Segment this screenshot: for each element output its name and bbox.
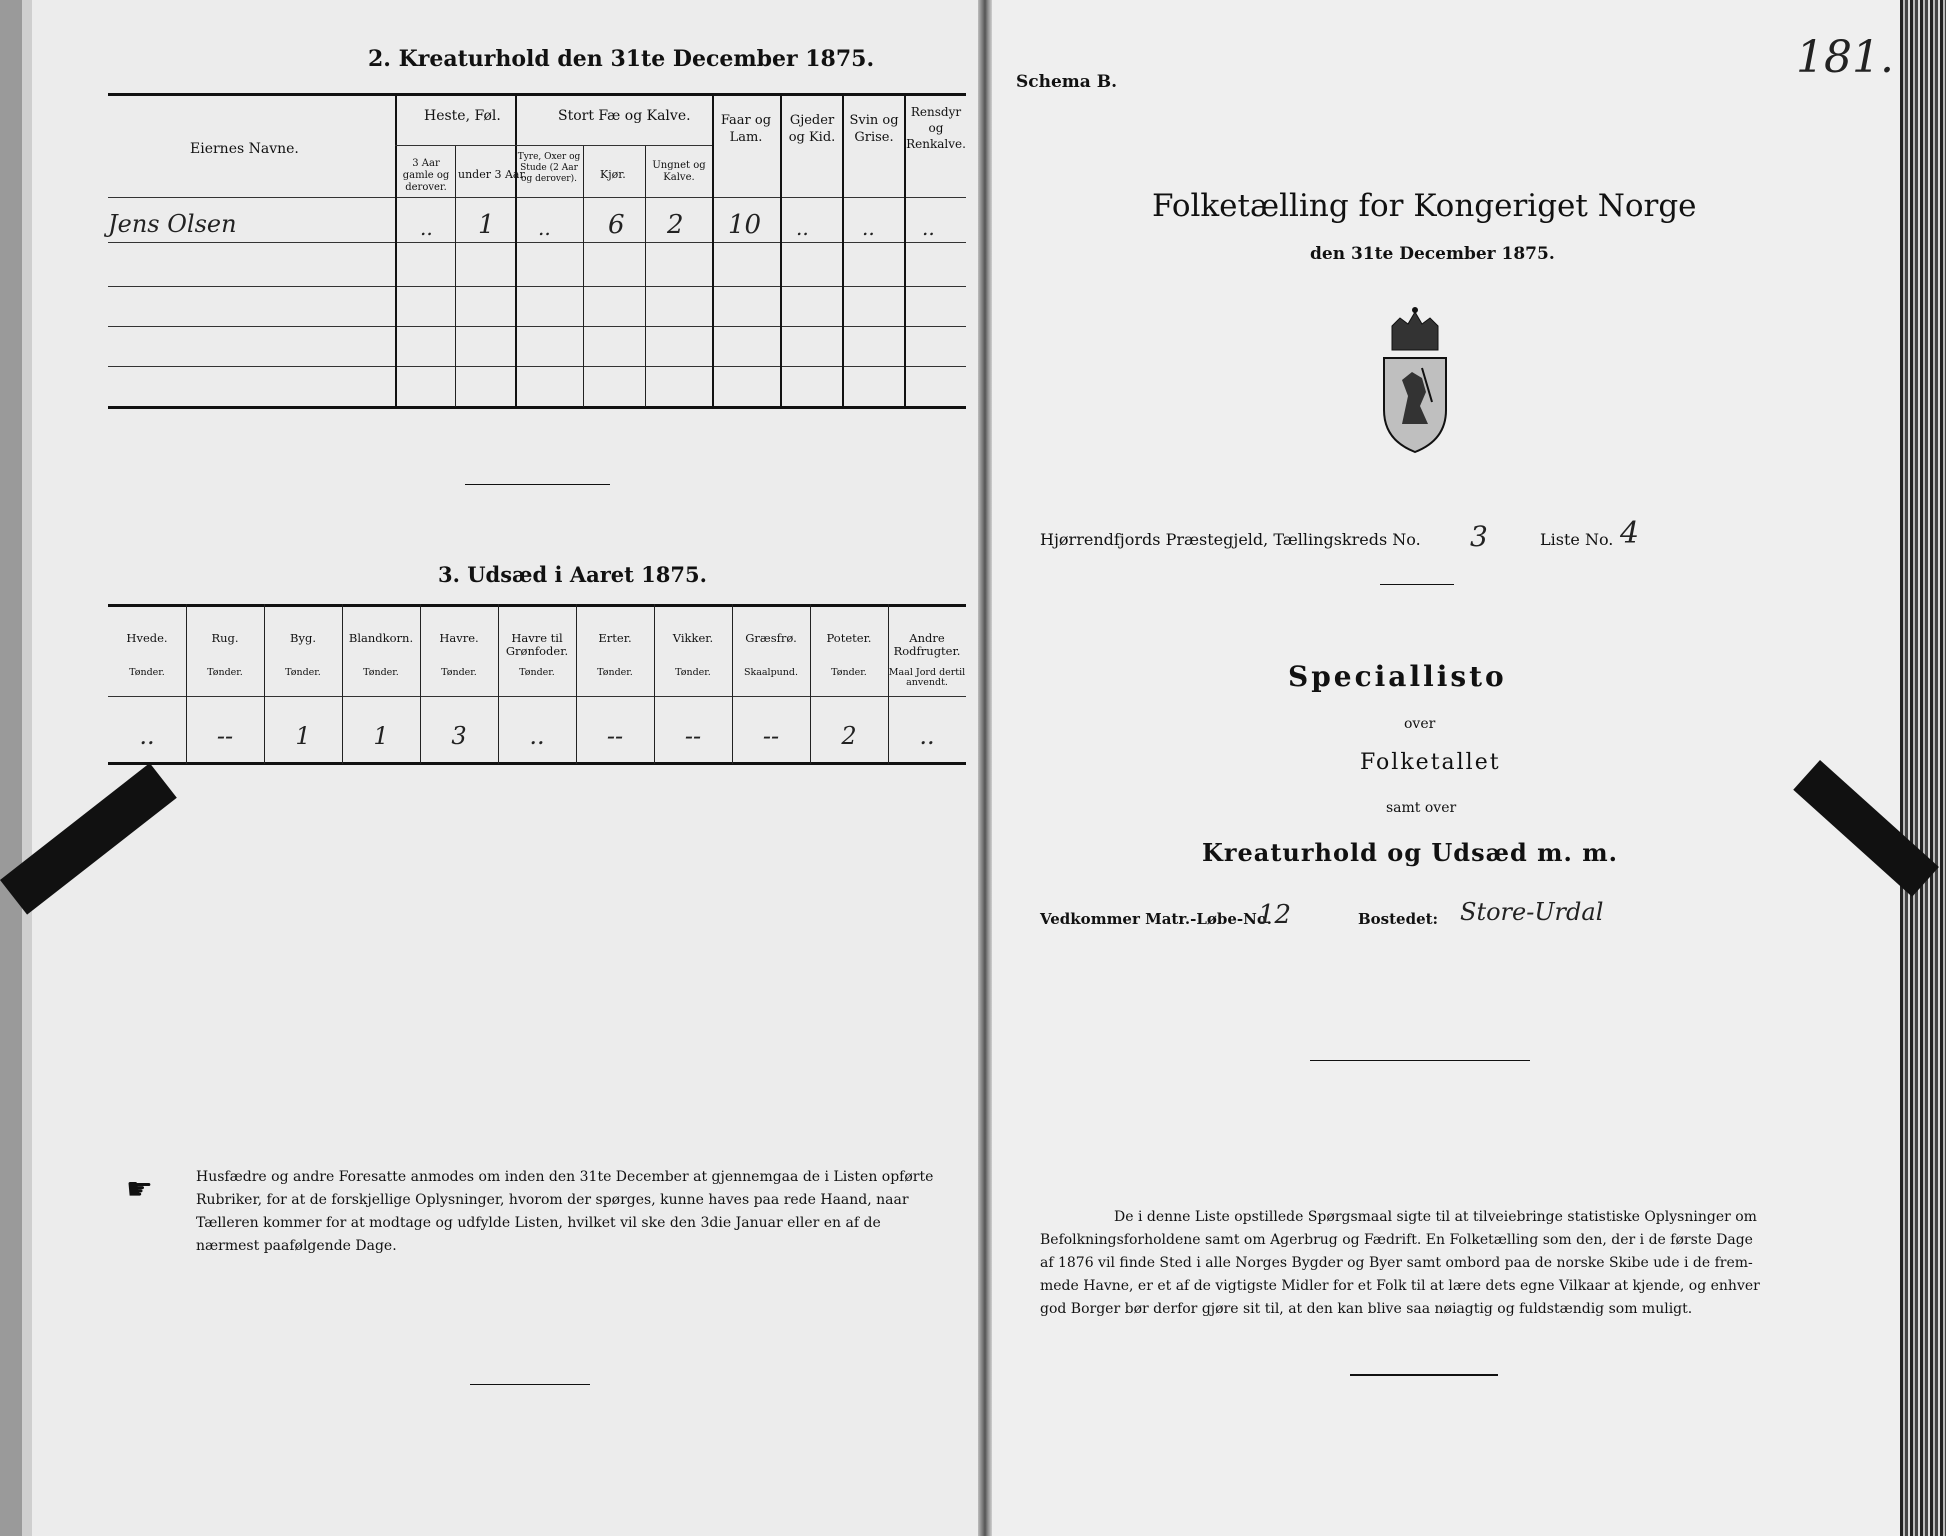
table3-col-header: Hvede. xyxy=(126,631,168,645)
section-divider xyxy=(465,484,610,485)
table2-col-divider xyxy=(395,93,397,408)
matr-number: 12 xyxy=(1258,900,1292,930)
table3-col-value: 2 xyxy=(841,722,857,750)
table3-col-unit: Tønder. xyxy=(129,667,165,678)
table3-col-unit: Maal Jord dertil anvendt. xyxy=(888,667,966,688)
book-gutter xyxy=(978,0,992,1536)
table3-col-unit: Tønder. xyxy=(597,667,633,678)
table2-col-divider xyxy=(515,93,517,408)
speciallisto-title: Speciallisto xyxy=(1288,660,1507,693)
folketallet-label: Folketallet xyxy=(1360,750,1501,775)
goats-header: Gjeder og Kid. xyxy=(788,113,836,145)
table2-row-rule xyxy=(108,326,966,327)
left-edge xyxy=(0,0,22,1536)
table3-col-header: Havre. xyxy=(439,631,479,645)
notice-line: Tælleren kommer for at modtage og udfylde Listen, hvilket vil ske den 3die Januar eller en af de xyxy=(196,1215,881,1231)
horses-header: Heste, Føl. xyxy=(424,108,501,124)
over-label: over xyxy=(1404,716,1436,732)
owner-header: Eiernes Navne. xyxy=(190,141,299,157)
footer-divider xyxy=(470,1384,590,1385)
sheep-value: 10 xyxy=(728,210,762,240)
goats-value: .. xyxy=(796,216,809,240)
table3-col-unit: Tønder. xyxy=(441,667,477,678)
table2-col-divider xyxy=(645,145,646,407)
table2-row-rule xyxy=(108,286,966,287)
bosted-value: Store-Urdal xyxy=(1460,898,1604,926)
right-divider-2 xyxy=(1310,1060,1530,1061)
table3-col-unit: Skaalpund. xyxy=(743,667,799,678)
reindeer-header: Rensdyr og Renkalve. xyxy=(906,105,966,151)
reindeer-value: .. xyxy=(922,216,935,240)
table3-col-unit: Tønder. xyxy=(831,667,867,678)
horses-old-value: .. xyxy=(420,216,433,240)
table3-col-value: .. xyxy=(139,722,155,750)
table2-col-divider xyxy=(455,145,456,407)
table3-col-header: Havre til Grønfoder. xyxy=(505,631,569,658)
table3-col-unit: Tønder. xyxy=(675,667,711,678)
cattle-bulls-value: .. xyxy=(538,216,551,240)
table3-col-header: Andre Rodfrugter. xyxy=(893,631,961,658)
cattle-young-header: Ungnet og Kalve. xyxy=(652,160,706,183)
table2-bottom-rule xyxy=(108,406,966,409)
cattle-bulls-header: Tyre, Oxer og Stude (2 Aar og derover). xyxy=(517,152,581,184)
folio-number: 181. xyxy=(1796,32,1894,83)
schema-label: Schema B. xyxy=(1016,72,1118,92)
table2-col-divider xyxy=(583,145,584,407)
table3-col-unit: Tønder. xyxy=(363,667,399,678)
list-label: Liste No. xyxy=(1540,530,1614,549)
cattle-young-value: 2 xyxy=(667,210,684,240)
table3-col-value: 1 xyxy=(295,722,311,750)
table3-col-unit: Tønder. xyxy=(519,667,555,678)
explanation-paragraph xyxy=(1040,1206,1870,1321)
table3-col-header: Poteter. xyxy=(826,631,872,645)
section2-title: 2. Kreaturhold den 31te December 1875. xyxy=(368,46,875,72)
notice-text xyxy=(196,1166,936,1258)
cattle-header: Stort Fæ og Kalve. xyxy=(558,108,691,124)
main-date: den 31te December 1875. xyxy=(1310,244,1555,264)
pigs-value: .. xyxy=(862,216,875,240)
cattle-cows-value: 6 xyxy=(608,210,625,240)
paragraph-line: mede Havne, er et af de vigtigste Midler for et Folk til at lære dets egne Vilkaar at kjende, og enhver xyxy=(1040,1278,1760,1294)
table2-header-rule xyxy=(108,197,966,198)
paragraph-line: god Borger bør derfor gjøre sit til, at den kan blive saa nøiagtig og fuldstændig som muligt. xyxy=(1040,1301,1693,1317)
cattle-cows-header: Kjør. xyxy=(600,168,626,181)
table2-col-divider xyxy=(712,93,714,408)
paragraph-line: De i denne Liste opstillede Spørgsmaal sigte til at tilveiebringe statistiske Oplysninger om xyxy=(1114,1209,1757,1225)
table3-col-header: Erter. xyxy=(598,631,632,645)
table3-bottom-rule xyxy=(108,762,966,765)
table3-col-value: .. xyxy=(529,722,545,750)
table3-col-header: Græsfrø. xyxy=(745,631,797,645)
pointing-hand-icon: ☛ xyxy=(126,1172,153,1207)
samt-over-label: samt over xyxy=(1386,800,1457,816)
horses-young-header: under 3 Aar. xyxy=(458,168,528,181)
owner-name-entry: Jens Olsen xyxy=(108,210,237,238)
table3-col-unit: Tønder. xyxy=(207,667,243,678)
table3-col-header: Byg. xyxy=(290,631,316,645)
kreaturhold-title: Kreaturhold og Udsæd m. m. xyxy=(1202,838,1618,867)
page-edges xyxy=(1900,0,1946,1536)
norway-coat-of-arms-icon xyxy=(1378,306,1452,458)
district-label: Hjørrendfjords Præstegjeld, Tællingskreds No. xyxy=(1040,530,1421,549)
table3-top-rule xyxy=(108,604,966,607)
table3-col-value: .. xyxy=(919,722,935,750)
right-divider xyxy=(1380,584,1454,585)
list-number: 4 xyxy=(1620,516,1640,551)
section3-title: 3. Udsæd i Aaret 1875. xyxy=(438,562,707,587)
paragraph-line: Befolkningsforholdene samt om Agerbrug og Fædrift. En Folketælling som den, der i de første Dage xyxy=(1040,1232,1753,1248)
matr-label: Vedkommer Matr.-Løbe-No. xyxy=(1040,910,1272,928)
footer-divider-right xyxy=(1350,1374,1498,1376)
table3-col-value: 3 xyxy=(451,722,467,750)
table3-col-header: Rug. xyxy=(211,631,239,645)
table3-col-header: Vikker. xyxy=(672,631,714,645)
table2-row-rule xyxy=(108,366,966,367)
table3-header-rule xyxy=(108,696,966,697)
sheep-header: Faar og Lam. xyxy=(720,113,772,145)
table3-col-value: -- xyxy=(762,722,780,750)
paragraph-line: af 1876 vil finde Sted i alle Norges Bygder og Byer samt ombord paa de norske Skibe ude i de frem- xyxy=(1040,1255,1753,1271)
horses-old-header: 3 Aar gamle og derover. xyxy=(402,158,450,193)
table2-top-rule xyxy=(108,93,966,96)
table3-col-unit: Tønder. xyxy=(285,667,321,678)
table2-row-rule xyxy=(108,242,966,243)
table3-col-header: Blandkorn. xyxy=(348,631,414,645)
left-edge-inner xyxy=(22,0,32,1536)
notice-line: Husfædre og andre Foresatte anmodes om inden den 31te December at gjennemgaa de i Listen opførte xyxy=(196,1169,934,1185)
horses-young-value: 1 xyxy=(478,210,495,240)
table2-subheader-rule xyxy=(395,145,712,146)
pigs-header: Svin og Grise. xyxy=(849,113,899,145)
table3-col-value: -- xyxy=(606,722,624,750)
district-number: 3 xyxy=(1470,520,1488,553)
notice-line: nærmest paafølgende Dage. xyxy=(196,1238,397,1254)
table3-col-value: -- xyxy=(216,722,234,750)
notice-line: Rubriker, for at de forskjellige Oplysninger, hvorom der spørges, kunne haves paa rede Haand, naar xyxy=(196,1192,909,1208)
table3-col-value: -- xyxy=(684,722,702,750)
main-title: Folketælling for Kongeriget Norge xyxy=(1152,188,1697,224)
bosted-label: Bostedet: xyxy=(1358,910,1439,928)
table3-col-value: 1 xyxy=(373,722,389,750)
